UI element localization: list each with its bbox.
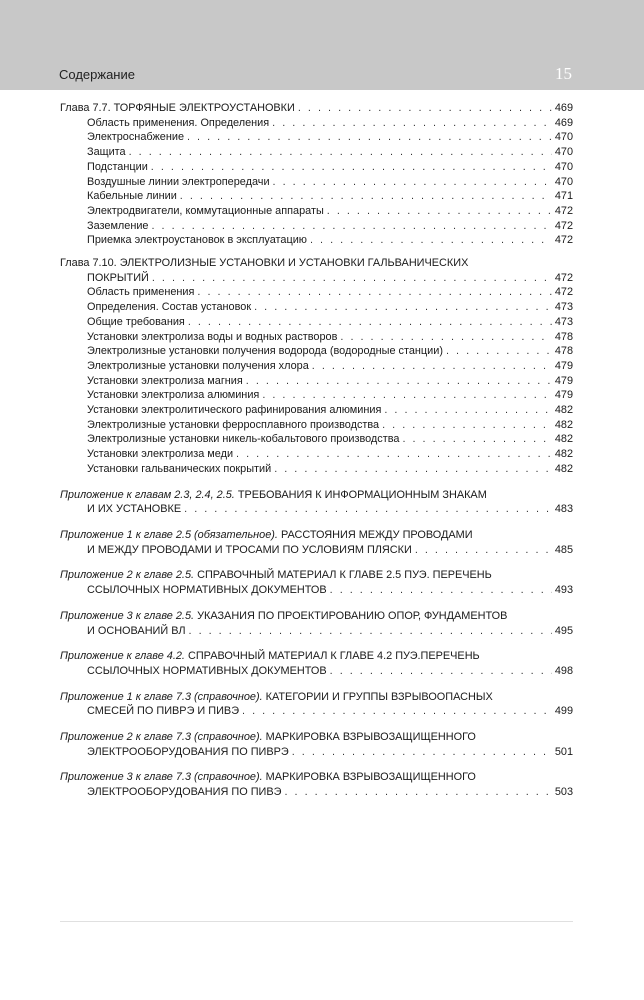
dot-leader	[382, 418, 552, 433]
toc-entry-page: 478	[554, 330, 573, 343]
toc-entry-page: 479	[554, 374, 573, 387]
toc-entry[interactable]	[60, 330, 573, 345]
chapter-7-10	[60, 256, 573, 477]
dot-leader	[446, 344, 552, 359]
appendix-title: СПРАВОЧНЫЙ МАТЕРИАЛ К ГЛАВЕ 4.2 ПУЭ.ПЕРЕЧЕНЬ	[184, 650, 480, 663]
toc-entry-label: Кабельные линии	[87, 190, 177, 203]
appendix-title: ССЫЛОЧНЫХ НОРМАТИВНЫХ ДОКУМЕНТОВ	[87, 584, 327, 597]
appendix-title-continuation	[60, 583, 573, 598]
dot-leader	[189, 624, 552, 639]
toc-entry-page: 471	[554, 190, 573, 203]
toc-entry[interactable]	[60, 189, 573, 204]
appendix-title-continuation	[60, 624, 573, 639]
toc-entry-label: Электролизные установки ферросплавного производства	[87, 418, 380, 431]
toc-entry-page: 472	[554, 234, 573, 247]
toc-entry[interactable]	[60, 175, 573, 190]
toc-entry[interactable]	[60, 462, 573, 477]
dot-leader	[246, 374, 552, 389]
toc-entry-page: 472	[554, 219, 573, 232]
toc-entry[interactable]	[60, 285, 573, 300]
appendix-title-continuation	[60, 664, 573, 679]
appendix-page: 501	[554, 745, 573, 758]
toc-entry-label: Электролизные установки никель-кобальтового производства	[87, 433, 400, 446]
dot-leader	[242, 704, 552, 719]
toc-entry[interactable]	[60, 388, 573, 403]
page-header	[0, 0, 644, 90]
toc-entry-label: Электролизные установки получения водорода (водородные станции)	[87, 345, 443, 358]
appendix-title-continuation	[60, 704, 573, 719]
appendix-prefix: Приложение к главе 4.2.	[60, 650, 185, 663]
dot-leader	[284, 785, 551, 800]
toc-entry[interactable]	[60, 145, 573, 160]
appendix-title-line	[60, 649, 573, 664]
toc-entry-label: Область применения. Определения	[87, 116, 270, 129]
appendix-title: ССЫЛОЧНЫХ НОРМАТИВНЫХ ДОКУМЕНТОВ	[87, 664, 327, 677]
dot-leader	[151, 160, 552, 175]
appendix-title: МАРКИРОВКА ВЗРЫВОЗАЩИЩЕННОГО	[262, 731, 476, 744]
toc-entry[interactable]	[60, 403, 573, 418]
toc-entry-label: Электродвигатели, коммутационные аппараты	[87, 204, 324, 217]
dot-leader	[129, 145, 552, 160]
toc-entry-page: 482	[554, 448, 573, 461]
toc-entry-label: Электроснабжение	[87, 131, 184, 144]
appendix-prefix: Приложение к главам 2.3, 2.4, 2.5.	[60, 488, 235, 501]
appendix-prefix: Приложение 1 к главе 7.3 (справочное).	[60, 690, 263, 703]
appendix-title: РАССТОЯНИЯ МЕЖДУ ПРОВОДАМИ	[277, 528, 473, 541]
table-of-contents	[60, 101, 573, 811]
toc-entry-label: Защита	[87, 146, 126, 159]
appendix-title: КАТЕГОРИИ И ГРУППЫ ВЗРЫВООПАСНЫХ	[262, 690, 493, 703]
toc-entry-page: 469	[554, 102, 573, 114]
toc-entry-page: 479	[554, 389, 573, 402]
appendix-prefix: Приложение 1 к главе 2.5 (обязательное).	[60, 528, 278, 541]
toc-entry-label: ПОКРЫТИЙ	[87, 271, 149, 284]
appendix-title-line	[60, 730, 573, 745]
toc-entry-page: 482	[554, 404, 573, 417]
dot-leader	[188, 315, 552, 330]
toc-entry-label: Воздушные линии электропередачи	[87, 175, 270, 188]
toc-entry-label: Глава 7.10. ЭЛЕКТРОЛИЗНЫЕ УСТАНОВКИ И УСТАНОВКИ ГАЛЬВАНИЧЕСКИХ	[60, 257, 469, 270]
toc-entry-page: 472	[554, 286, 573, 299]
appendix-entry[interactable]	[60, 690, 573, 719]
dot-leader	[384, 403, 551, 418]
appendix-prefix: Приложение 2 к главе 2.5.	[60, 569, 195, 582]
appendix-page: 503	[554, 786, 573, 799]
toc-entry[interactable]	[60, 300, 573, 315]
dot-leader	[327, 204, 552, 219]
appendix-entry[interactable]	[60, 770, 573, 799]
dot-leader	[180, 189, 552, 204]
dot-leader	[273, 175, 552, 190]
appendix-page: 499	[554, 705, 573, 718]
toc-entry-page: 478	[554, 345, 573, 358]
appendix-entry[interactable]	[60, 568, 573, 597]
toc-entry[interactable]	[60, 219, 573, 234]
toc-entry-label: Установки электролиза магния	[87, 374, 243, 387]
toc-entry-label: Определения. Состав установок	[87, 301, 252, 314]
appendix-page: 493	[554, 584, 573, 597]
appendix-title-continuation	[60, 785, 573, 800]
toc-entry-page: 470	[554, 131, 573, 144]
dot-leader	[330, 664, 552, 679]
appendix-title-line	[60, 568, 573, 583]
toc-entry[interactable]	[60, 359, 573, 374]
toc-entry-label: Общие требования	[87, 315, 185, 328]
toc-entry-page: 482	[554, 462, 573, 475]
dot-leader	[262, 388, 552, 403]
toc-entry-page: 482	[554, 418, 573, 431]
dot-leader	[298, 101, 552, 116]
dot-leader	[272, 116, 552, 131]
toc-entry[interactable]	[60, 447, 573, 462]
toc-entry-label: Область применения	[87, 286, 195, 299]
toc-entry-title-line[interactable]	[60, 256, 573, 271]
appendix-entry[interactable]	[60, 488, 573, 517]
appendix-title-line	[60, 609, 573, 624]
appendix-title: ТРЕБОВАНИЯ К ИНФОРМАЦИОННЫМ ЗНАКАМ	[234, 488, 487, 501]
toc-entry-label: Установки электролиза воды и водных растворов	[87, 330, 338, 343]
appendix-title: ЭЛЕКТРООБОРУДОВАНИЯ ПО ПИВЭ	[87, 786, 282, 799]
toc-entry-page: 473	[554, 315, 573, 328]
dot-leader	[312, 359, 552, 374]
appendix-page: 495	[554, 624, 573, 637]
dot-leader	[292, 745, 552, 760]
toc-entry[interactable]	[60, 315, 573, 330]
appendix-title: И МЕЖДУ ПРОВОДАМИ И ТРОСАМИ ПО УСЛОВИЯМ ПЛЯСКИ	[87, 543, 412, 556]
appendix-title-line	[60, 690, 573, 705]
toc-entry[interactable]	[60, 344, 573, 359]
dot-leader	[330, 583, 552, 598]
toc-entry[interactable]	[60, 116, 573, 131]
appendix-title-continuation	[60, 745, 573, 760]
toc-entry[interactable]	[60, 271, 573, 286]
appendix-entry[interactable]	[60, 609, 573, 638]
appendix-title: МАРКИРОВКА ВЗРЫВОЗАЩИЩЕННОГО	[262, 771, 476, 784]
appendix-page: 485	[554, 543, 573, 556]
toc-entry-label: Приемка электроустановок в эксплуатацию	[87, 234, 307, 247]
appendix-title: СМЕСЕЙ ПО ПИВРЭ И ПИВЭ	[87, 705, 240, 718]
toc-entry-page: 472	[554, 271, 573, 284]
toc-entry-label: Глава 7.7. ТОРФЯНЫЕ ЭЛЕКТРОУСТАНОВКИ	[60, 102, 295, 114]
toc-entry-page: 470	[554, 160, 573, 173]
toc-entry-label: Установки электролитического рафинирования алюминия	[87, 404, 382, 417]
toc-entry-label: Установки гальванических покрытий	[87, 462, 272, 475]
appendix-title: СПРАВОЧНЫЙ МАТЕРИАЛ К ГЛАВЕ 2.5 ПУЭ. ПЕРЕЧЕНЬ	[194, 569, 492, 582]
appendix-page: 498	[554, 664, 573, 677]
appendix-entry[interactable]	[60, 730, 573, 759]
appendix-title-continuation	[60, 543, 573, 558]
appendix-title: И ОСНОВАНИЙ ВЛ	[87, 624, 186, 637]
dot-leader	[310, 233, 552, 248]
dot-leader	[274, 462, 552, 477]
page-number: 15	[555, 64, 572, 83]
dot-leader	[236, 447, 552, 462]
toc-entry[interactable]	[60, 130, 573, 145]
appendix-title-continuation	[60, 502, 573, 517]
dot-leader	[340, 330, 551, 345]
appendix-entry[interactable]	[60, 528, 573, 557]
dot-leader	[254, 300, 552, 315]
toc-entry[interactable]	[60, 374, 573, 389]
appendix-page: 483	[554, 503, 573, 516]
appendix-entry[interactable]	[60, 649, 573, 678]
toc-entry[interactable]	[60, 204, 573, 219]
toc-entry-page: 469	[554, 116, 573, 129]
toc-entry-label: Установки электролиза алюминия	[87, 389, 260, 402]
appendix-prefix: Приложение 3 к главе 7.3 (справочное).	[60, 771, 263, 784]
appendix-title: И ИХ УСТАНОВКЕ	[87, 503, 182, 516]
dot-leader	[187, 130, 552, 145]
dot-leader	[415, 543, 552, 558]
dot-leader	[152, 271, 552, 286]
toc-entry-page: 470	[554, 175, 573, 188]
toc-entry[interactable]	[60, 432, 573, 447]
toc-entry-page: 472	[554, 204, 573, 217]
chapter-7-7	[60, 101, 573, 248]
toc-entry-page: 482	[554, 433, 573, 446]
toc-entry-label: Заземление	[87, 219, 149, 232]
toc-entry-page: 470	[554, 146, 573, 159]
appendix-title: ЭЛЕКТРООБОРУДОВАНИЯ ПО ПИВРЭ	[87, 745, 289, 758]
toc-entry-label: Электролизные установки получения хлора	[87, 359, 309, 372]
toc-entry-page: 479	[554, 359, 573, 372]
dot-leader	[197, 285, 551, 300]
toc-entry-page: 473	[554, 301, 573, 314]
appendix-title-line	[60, 488, 573, 503]
toc-entry-label: Подстанции	[87, 160, 148, 173]
appendix-prefix: Приложение 3 к главе 2.5.	[60, 609, 195, 622]
appendix-list	[60, 488, 573, 800]
toc-entry-label: Установки электролиза меди	[87, 448, 234, 461]
footer-divider	[60, 921, 573, 922]
appendix-title: УКАЗАНИЯ ПО ПРОЕКТИРОВАНИЮ ОПОР, ФУНДАМЕНТОВ	[194, 609, 508, 622]
dot-leader	[152, 219, 552, 234]
toc-entry[interactable]	[60, 233, 573, 248]
toc-entry[interactable]	[60, 101, 573, 116]
appendix-title-line	[60, 770, 573, 785]
dot-leader	[402, 432, 551, 447]
appendix-prefix: Приложение 2 к главе 7.3 (справочное).	[60, 731, 263, 744]
toc-entry[interactable]	[60, 160, 573, 175]
running-title: Содержание	[59, 67, 135, 82]
dot-leader	[184, 502, 552, 517]
appendix-title-line	[60, 528, 573, 543]
toc-entry[interactable]	[60, 418, 573, 433]
